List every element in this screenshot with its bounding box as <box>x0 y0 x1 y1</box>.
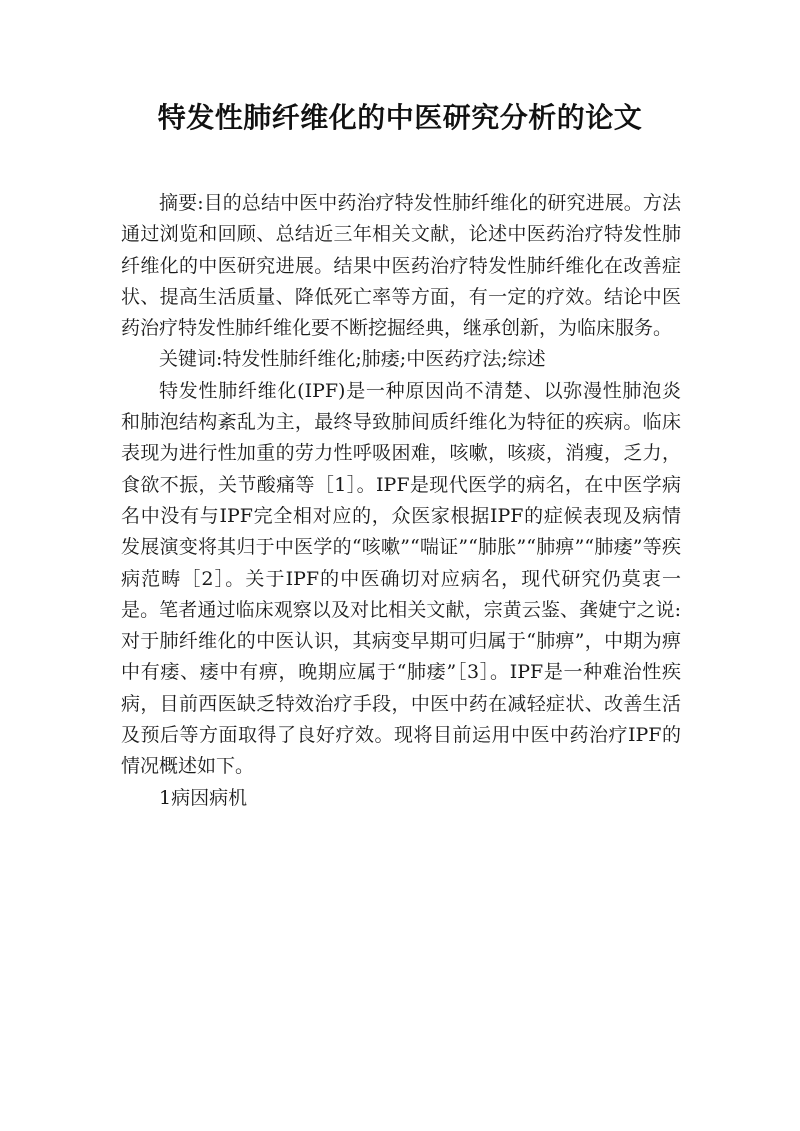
abstract-paragraph: 摘要:目的总结中医中药治疗特发性肺纤维化的研究进展。方法通过浏览和回顾、总结近三年相关文献，论述中医药治疗特发性肺纤维化的中医研究进展。结果中医药治疗特发性肺纤维化在改善症状、提高生活质量、降低死亡率等方面，有一定的疗效。结论中医药治疗特发性肺纤维化要不断挖掘经典，继承创新，为临床服务。 <box>121 192 681 340</box>
section-heading: 1病因病机 <box>159 786 248 809</box>
introduction-paragraph: 特发性肺纤维化(IPF)是一种原因尚不清楚、以弥漫性肺泡炎和肺泡结构紊乱为主，最终导致肺间质纤维化为特征的疾病。临床表现为进行性加重的劳力性呼吸困难，咳嗽，咳痰，消瘦，乏力，食欲不振，关节酸痛等［1］。IPF是现代医学的病名，在中医学病名中没有与IPF完全相对应的，众医家根据IPF的症候表现及病情发展演变将其归于中医学的“咳嗽”“喘证”“肺胀”“肺痹”“肺痿”等疾病范畴［2］。关于IPF的中医确切对应病名，现代研究仍莫衷一是。笔者通过临床观察以及对比相关文献，宗黄云鉴、龚婕宁之说:对于肺纤维化的中医认识，其病变早期可归属于“肺痹”，中期为痹中有痿、痿中有痹，晚期应属于“肺痿”［3］。IPF是一种难治性疾病，目前西医缺乏特效治疗手段，中医中药在减轻症状、改善生活及预后等方面取得了良好疗效。现将目前运用中医中药治疗IPF的情况概述如下。 <box>121 379 681 778</box>
keywords-paragraph: 关键词:特发性肺纤维化;肺痿;中医药疗法;综述 <box>159 348 546 371</box>
document-title: 特发性肺纤维化的中医研究分析的论文 <box>157 101 643 134</box>
document-body <box>121 188 681 814</box>
